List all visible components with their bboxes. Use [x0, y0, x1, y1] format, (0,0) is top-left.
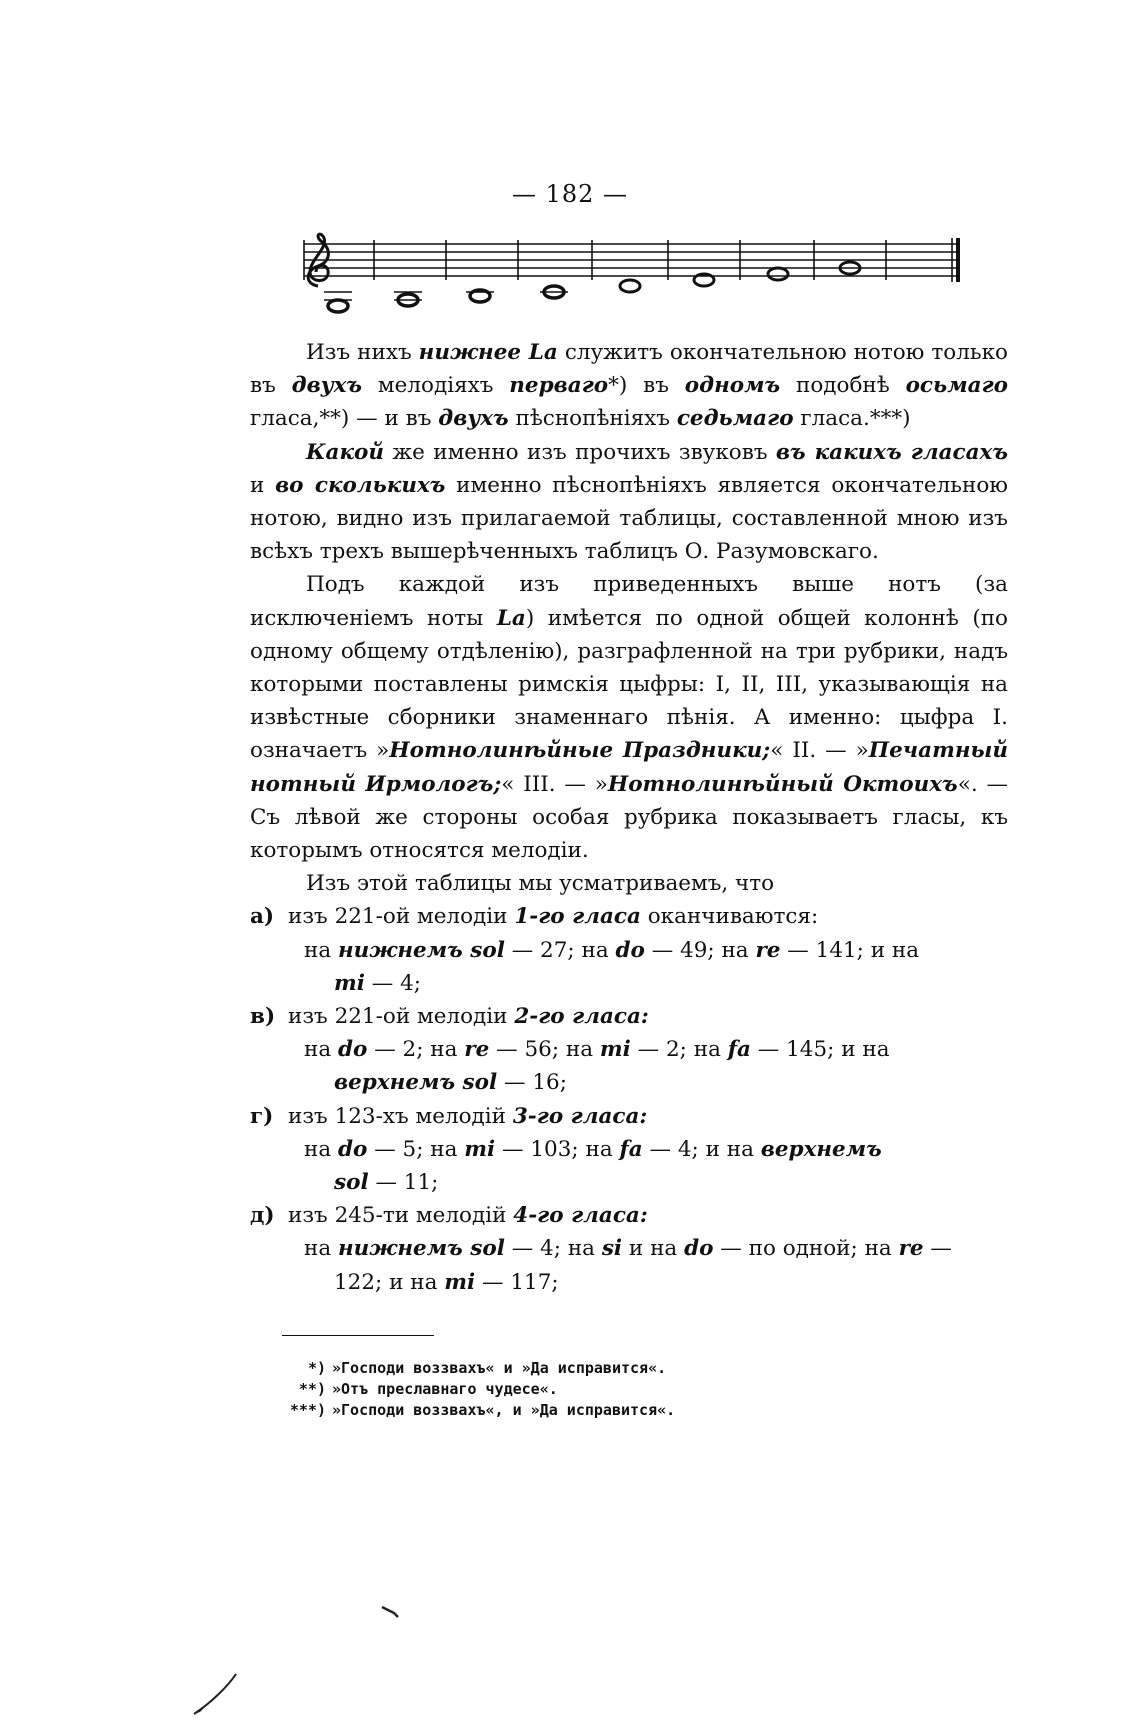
item-marker: г) — [250, 1103, 274, 1129]
paragraph-4: Изъ этой таблицы мы усматриваемъ, что — [306, 871, 775, 897]
list-item: а) изъ 221-ой мелодіи 1-го гласа оканчиваются: на нижнемъ sol — 27; на do — 49; на re — 141; и на mi — 4; — [250, 900, 1008, 1000]
note-head — [620, 280, 640, 292]
footnote: ***) »Господи воззвахъ«, и »Да исправится«. — [289, 1401, 676, 1419]
note-head — [466, 290, 494, 302]
item-marker: в) — [250, 1004, 276, 1030]
paragraph-1: Изъ нихъ нижнее La служитъ окончательною нотою только въ двухъ мелодіяхъ перваго*) въ одномъ подобнѣ осьмаго гласа,**) — и въ двухъ пѣснопѣніяхъ седьмаго гласа.***) — [250, 340, 1008, 432]
page-number: — 182 — — [511, 180, 629, 208]
paragraph-3: Подъ каждой изъ приведенныхъ выше нотъ (за исключеніемъ ноты La) имѣется по одной общей колоннѣ (по одному общему отдѣленію), разграфленной на три рубрики, надъ которыми поставлены римскія цыфры: I, II, III, указывающія на извѣстные сборники знаменнаго пѣнія. А именно: цыфра I. означаетъ »Нотнолинѣйные Праздники;« II. — »Печатный нотный Ирмологъ;« III. — »Нотнолинѣйный Октоихъ«. — Съ лѣвой же стороны особая рубрика показываетъ гласы, къ которымъ относятся мелодіи. — [250, 572, 1009, 864]
paragraph-2: Какой же именно изъ прочихъ звуковъ въ какихъ гласахъ и во сколькихъ именно пѣснопѣніяхъ является окончательною нотою, видно изъ прилагаемой таблицы, составленной мною изъ всѣхъ трехъ вышерѣченныхъ таблицъ О. Разумовскаго. — [250, 439, 1008, 565]
footnote: **) »Отъ преславнаго чудесе«. — [298, 1380, 558, 1398]
footnote-divider — [282, 1335, 434, 1336]
ink-speck — [380, 1605, 404, 1621]
staff-lines — [304, 238, 958, 282]
footnote: *) »Господи воззвахъ« и »Да исправится«. — [307, 1359, 667, 1377]
body-text — [250, 336, 1008, 1299]
list-item: г) изъ 123-хъ мелодій 3-го гласа: на do — 5; на mi — 103; на fa — 4; и на верхнемъ sol — 11; — [250, 1100, 1008, 1200]
pen-stroke-mark — [190, 1672, 240, 1718]
footnotes — [280, 1358, 880, 1421]
note-head — [394, 292, 422, 306]
item-marker: д) — [250, 1203, 275, 1229]
note-head — [540, 286, 568, 298]
list-item: д) изъ 245-ти мелодій 4-го гласа: на нижнемъ sol — 4; на si и на do — по одной; на re — 122; и на mi — 117; — [250, 1199, 1008, 1299]
music-staff-figure — [296, 232, 976, 322]
note-head — [324, 292, 352, 312]
list-item: в) изъ 221-ой мелодіи 2-го гласа: на do — 2; на re — 56; на mi — 2; на fa — 145; и на верхнемъ sol — 16; — [250, 1000, 1008, 1100]
item-marker: а) — [250, 904, 275, 930]
note-head — [768, 268, 788, 280]
